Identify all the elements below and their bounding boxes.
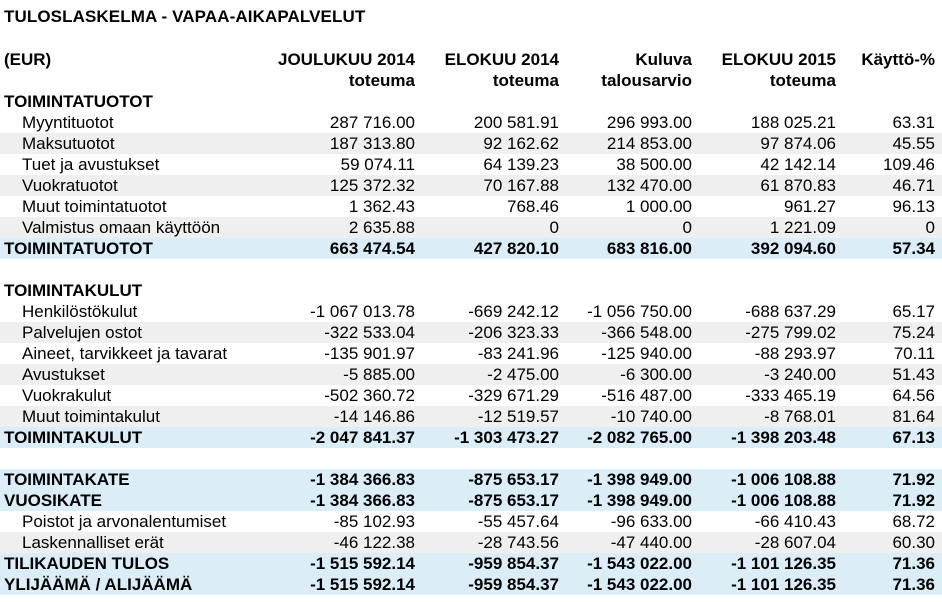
row-value: 68.72	[892, 512, 935, 531]
total-row	[0, 427, 942, 448]
row-label: Valmistus omaan käyttöön	[22, 218, 221, 237]
header-line: ELOKUU 2014	[444, 50, 559, 69]
row-value: 71.36	[892, 554, 935, 573]
row-value: 59 074.11	[340, 155, 415, 174]
row-value: -88 293.97	[754, 344, 836, 363]
row-value: 97 874.06	[760, 134, 836, 153]
row-value: -1 006 108.88	[731, 470, 836, 489]
row-value: -1 006 108.88	[731, 491, 836, 510]
row-value: 64 139.23	[483, 155, 559, 174]
row-value: -47 440.00	[610, 533, 692, 552]
total-row	[0, 238, 942, 259]
table-row	[0, 532, 942, 553]
row-value: 70.11	[893, 344, 935, 363]
header-line: toteuma	[492, 71, 559, 90]
row-value: -3 240.00	[764, 365, 836, 384]
row-value: -5 885.00	[343, 365, 415, 384]
unit-header: (EUR)	[4, 50, 52, 69]
row-value: 60.30	[892, 533, 935, 552]
row-value: -1 384 366.83	[310, 470, 415, 489]
row-value: 0	[925, 218, 935, 237]
table-row	[0, 301, 942, 322]
row-value: -1 515 592.14	[310, 554, 415, 573]
row-value: 768.46	[507, 197, 559, 216]
row-value: -1 101 126.35	[731, 575, 836, 594]
row-value: -206 323.33	[468, 323, 559, 342]
row-value: -66 410.43	[754, 512, 836, 531]
row-value: 200 581.91	[473, 113, 559, 132]
row-value: 65.17	[892, 302, 935, 321]
row-value: 188 025.21	[750, 113, 836, 132]
row-label: Myyntituotot	[22, 113, 114, 132]
row-value: -1 515 592.14	[310, 575, 415, 594]
row-value: -1 056 750.00	[587, 302, 692, 321]
header-line: toteuma	[348, 71, 415, 90]
table-row	[0, 364, 942, 385]
row-value: 57.34	[892, 239, 935, 258]
row-value: -688 637.29	[745, 302, 836, 321]
row-value: -6 300.00	[620, 365, 692, 384]
spacer-row	[0, 259, 942, 280]
row-label: TOIMINTAKULUT	[4, 428, 143, 447]
header-talousarvio	[601, 49, 692, 91]
row-label: YLIJÄÄMÄ / ALIJÄÄMÄ	[4, 575, 193, 594]
row-value: 61 870.83	[760, 176, 836, 195]
total-row	[0, 490, 942, 511]
page-title: TULOSLASKELMA - VAPAA-AIKAPALVELUT	[4, 7, 366, 26]
table-row	[0, 343, 942, 364]
row-value: 70 167.88	[483, 176, 559, 195]
row-value: -1 067 013.78	[310, 302, 415, 321]
row-value: 0	[682, 218, 692, 237]
row-value: -28 607.04	[754, 533, 836, 552]
header-elokuu-2015	[722, 49, 836, 91]
row-label: Vuokratuotot	[22, 176, 118, 195]
row-value: -275 799.02	[745, 323, 836, 342]
header-joulukuu-2014	[278, 49, 415, 91]
row-value: -2 475.00	[487, 365, 559, 384]
row-label: Aineet, tarvikkeet ja tavarat	[22, 344, 228, 363]
table-row	[0, 133, 942, 154]
table-row	[0, 112, 942, 133]
row-label: Laskennalliset erät	[22, 533, 164, 552]
row-value: 125 372.32	[329, 176, 415, 195]
row-value: -83 241.96	[477, 344, 559, 363]
row-value: 71.36	[892, 575, 935, 594]
row-value: -1 398 949.00	[587, 491, 692, 510]
row-value: -959 854.37	[468, 575, 559, 594]
row-value: -959 854.37	[468, 554, 559, 573]
row-label: TOIMINTAKATE	[4, 470, 130, 489]
header-line: toteuma	[769, 71, 836, 90]
row-value: -1 398 203.48	[731, 428, 836, 447]
row-label: Henkilöstökulut	[22, 302, 138, 321]
row-value: -96 633.00	[610, 512, 692, 531]
section-heading-row	[0, 280, 942, 301]
row-value: -669 242.12	[468, 302, 559, 321]
row-value: 45.55	[892, 134, 935, 153]
row-value: 51.43	[892, 365, 935, 384]
row-label: Tuet ja avustukset	[22, 155, 160, 174]
row-value: 0	[549, 218, 559, 237]
row-value: 296 993.00	[606, 113, 692, 132]
table-row	[0, 322, 942, 343]
row-value: 38 500.00	[616, 155, 692, 174]
row-value: -14 146.86	[333, 407, 415, 426]
row-value: -2 082 765.00	[587, 428, 692, 447]
row-label: Poistot ja arvonalentumiset	[22, 512, 227, 531]
row-label: TOIMINTATUOTOT	[4, 92, 153, 111]
row-label: Muut toimintakulut	[22, 407, 160, 426]
table-row	[0, 217, 942, 238]
table-row	[0, 385, 942, 406]
row-value: -1 398 949.00	[587, 470, 692, 489]
row-label: Maksutuotot	[22, 134, 115, 153]
row-value: 1 221.09	[769, 218, 836, 237]
row-value: 71.92	[892, 491, 935, 510]
header-elokuu-2014	[445, 49, 559, 91]
header-line: Käyttö-%	[861, 50, 935, 69]
row-value: -125 940.00	[601, 344, 692, 363]
header-kaytto	[861, 49, 935, 70]
row-value: 67.13	[892, 428, 935, 447]
row-value: 75.24	[892, 323, 935, 342]
row-value: -28 743.56	[477, 533, 559, 552]
row-value: -55 457.64	[477, 512, 559, 531]
row-value: 961.27	[784, 197, 836, 216]
table-row	[0, 196, 942, 217]
row-label: Avustukset	[22, 365, 105, 384]
row-value: 63.31	[892, 113, 935, 132]
row-value: -85 102.93	[333, 512, 415, 531]
row-value: -1 303 473.27	[454, 428, 559, 447]
row-value: -1 384 366.83	[310, 491, 415, 510]
row-label: Palvelujen ostot	[22, 323, 143, 342]
row-value: 71.92	[892, 470, 935, 489]
row-value: -516 487.00	[601, 386, 692, 405]
row-value: 683 816.00	[606, 239, 692, 258]
table-row	[0, 175, 942, 196]
header-line: talousarvio	[601, 71, 692, 90]
row-label: VUOSIKATE	[4, 491, 102, 510]
row-value: 663 474.54	[329, 239, 415, 258]
total-row	[0, 469, 942, 490]
row-label: TILIKAUDEN TULOS	[4, 554, 170, 573]
row-value: -46 122.38	[333, 533, 415, 552]
row-value: 1 362.43	[348, 197, 415, 216]
row-value: 109.46	[883, 155, 935, 174]
row-label: Muut toimintatuotot	[22, 197, 167, 216]
section-heading-row	[0, 91, 942, 112]
row-value: 392 094.60	[750, 239, 836, 258]
row-value: 42 142.14	[760, 155, 836, 174]
row-value: 64.56	[892, 386, 935, 405]
row-value: 96.13	[892, 197, 935, 216]
row-value: -10 740.00	[610, 407, 692, 426]
row-value: -1 101 126.35	[731, 554, 836, 573]
row-label: TOIMINTAKULUT	[4, 281, 143, 300]
row-value: 214 853.00	[606, 134, 692, 153]
row-value: -8 768.01	[764, 407, 836, 426]
row-value: -1 543 022.00	[587, 554, 692, 573]
header-line: Kuluva	[635, 50, 692, 69]
row-value: 46.71	[892, 176, 935, 195]
row-value: 81.64	[892, 407, 935, 426]
row-label: TOIMINTATUOTOT	[4, 239, 153, 258]
row-value: 287 716.00	[329, 113, 415, 132]
row-value: -135 901.97	[324, 344, 415, 363]
row-value: 2 635.88	[348, 218, 415, 237]
row-value: -1 543 022.00	[587, 575, 692, 594]
table-row	[0, 511, 942, 532]
row-value: -2 047 841.37	[310, 428, 415, 447]
row-value: -875 653.17	[468, 491, 559, 510]
spacer-row	[0, 448, 942, 469]
table-row	[0, 154, 942, 175]
table-row	[0, 406, 942, 427]
row-value: 92 162.62	[483, 134, 559, 153]
row-value: -366 548.00	[601, 323, 692, 342]
row-value: 132 470.00	[606, 176, 692, 195]
row-value: -875 653.17	[468, 470, 559, 489]
statement-rows	[0, 91, 942, 595]
row-value: 1 000.00	[625, 197, 692, 216]
total-row	[0, 574, 942, 595]
row-label: Vuokrakulut	[22, 386, 112, 405]
row-value: -12 519.57	[477, 407, 559, 426]
row-value: -333 465.19	[745, 386, 836, 405]
row-value: 187 313.80	[329, 134, 415, 153]
total-row	[0, 553, 942, 574]
row-value: 427 820.10	[473, 239, 559, 258]
header-line: ELOKUU 2015	[721, 50, 836, 69]
row-value: -329 671.29	[468, 386, 559, 405]
row-value: -502 360.72	[324, 386, 415, 405]
row-value: -322 533.04	[324, 323, 415, 342]
header-line: JOULUKUU 2014	[278, 50, 415, 69]
